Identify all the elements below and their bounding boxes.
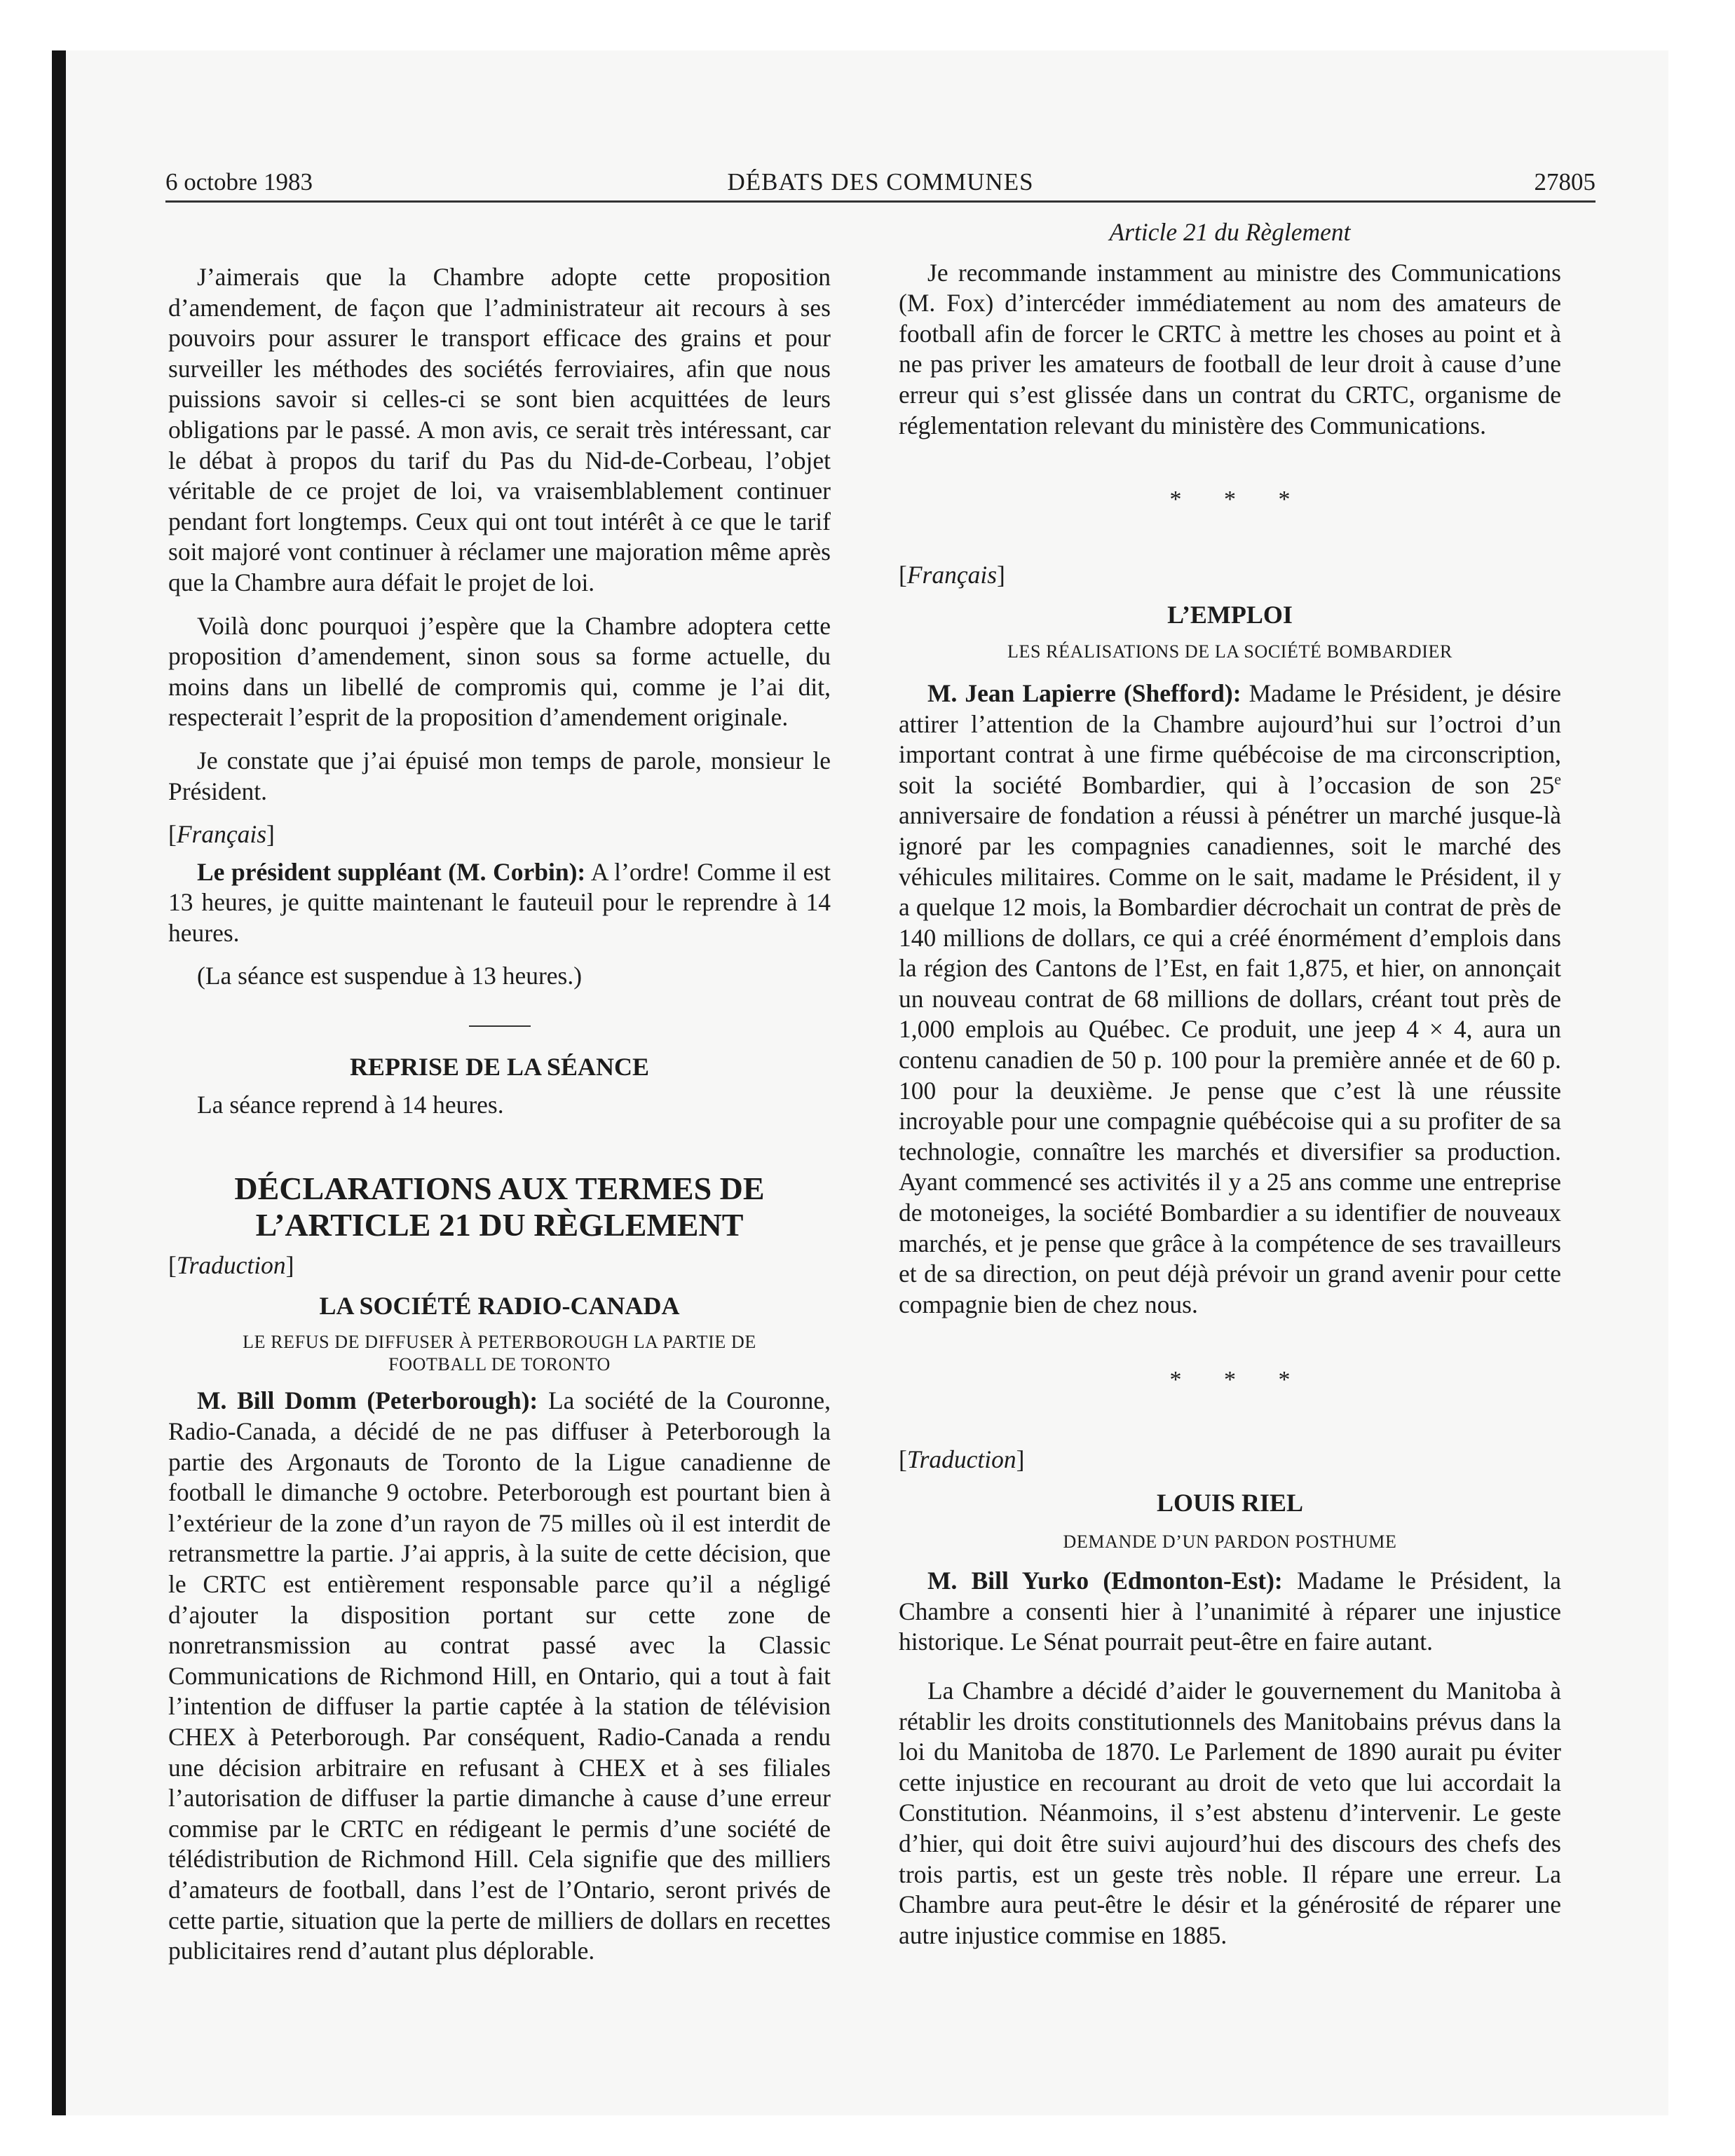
speaker-name: M. Bill Domm (Peterborough):	[197, 1386, 538, 1415]
scan-edge	[52, 50, 66, 2115]
subheading: LES RÉALISATIONS DE LA SOCIÉTÉ BOMBARDIER	[1007, 641, 1452, 662]
page-header	[165, 167, 1595, 203]
major-heading-line: DÉCLARATIONS AUX TERMES DE	[234, 1171, 765, 1207]
language-label: Traduction	[906, 1445, 1016, 1473]
ordinal-superscript: e	[1554, 770, 1561, 788]
paragraph: La séance reprend à 14 heures.	[197, 1090, 504, 1119]
speech-text: A l’ordre! Comme il est 13 heures, je quitte maintenant le fauteuil pour le reprendre à 14 heures.	[168, 857, 831, 947]
paragraph: Je recommande instamment au ministre des Communications (M. Fox) d’intercéder immédiatement au nom des amateurs de football afin de forcer le CRTC à mettre les choses au point et à ne pas priver les amateurs de football de leur droit à cause d’une erreur qui s’est glissée dans un contrat du CRTC, organisme de réglementation relevant du ministère des Communications.	[899, 258, 1561, 439]
language-note: [Traduction]	[899, 1445, 1025, 1473]
language-label: Français	[906, 560, 998, 589]
speech-text: Madame le Président, je désire attirer l’attention de la Chambre aujourd’hui sur l’octroi d’un important contrat à une firme québécoise de ma circonscription, soit la société Bombardier, qui à l’occasion de son 25	[899, 678, 1562, 799]
speaker-name: M. Bill Yurko (Edmonton-Est):	[927, 1567, 1283, 1595]
section-rule	[469, 1025, 531, 1027]
paragraph: (La séance est suspendue à 13 heures.)	[197, 962, 583, 990]
language-note: [Traduction]	[168, 1251, 294, 1280]
subheading-line: FOOTBALL DE TORONTO	[388, 1354, 611, 1375]
speech-text: Madame le Président, la Chambre a consenti hier à l’unanimité à réparer une injustice historique. Le Sénat pourrait peut-être en faire autant.	[899, 1567, 1561, 1656]
subheading: DEMANDE D’UN PARDON POSTHUME	[1063, 1531, 1397, 1553]
speech-paragraph	[168, 1386, 831, 1966]
right-column	[899, 217, 1561, 1951]
section-separator: * * *	[1169, 1367, 1309, 1393]
running-head: Article 21 du Règlement	[1109, 218, 1351, 246]
speech-paragraph	[168, 857, 831, 949]
speech-text: La société de la Couronne, Radio-Canada, a décidé de ne pas diffuser à Peterborough la partie des Argonauts de Toronto de la Ligue canadienne de football le dimanche 9 octobre. Peterborough est pourtant bien à l’extérieur de la zone d’un rayon de 75 milles où il est interdit de retransmettre la partie. J’ai appris, à la suite de cette décision, que le CRTC est entièrement responsable parce qu’il a négligé d’ajouter la disposition portant sur cette zone de nonretransmission au contrat passé avec la Classic Communications de Richmond Hill, en Ontario, qui a tout à fait l’intention de diffuser la partie captée à la station de télévision CHEX à Peterborough. Par conséquent, Radio-Canada a rendu une décision arbitraire en refusant à CHEX et à ses filiales l’autorisation de diffuser la partie dimanche à cause d’une erreur commise par le CRTC en rédigeant le permis d’une société de télédistribution de Richmond Hill. Cela signifie que des milliers d’amateurs de football, dans l’est de l’Ontario, seront privés de cette partie, situation que la perte de milliers de dollars en recettes publicitaires rend d’autant plus déplorable.	[168, 1386, 831, 1965]
paragraph: La Chambre a décidé d’aider le gouvernement du Manitoba à rétablir les droits constitutionnels des Manitobains prévus dans la loi du Manitoba de 1870. Le Parlement de 1890 aurait pu éviter cette injustice en recourant au droit de veto que lui accordait la Constitution. Néanmoins, il s’est abstenu d’intervenir. Le geste d’hier, qui doit être suivi aujourd’hui des discours des chefs des trois partis, est un geste très noble. Il répare une erreur. La Chambre aura peut-être le désir et la générosité de réparer une autre injustice commise en 1885.	[899, 1676, 1561, 1949]
major-heading-line: L’ARTICLE 21 DU RÈGLEMENT	[255, 1207, 744, 1243]
language-label: Français	[176, 820, 267, 849]
section-separator: * * *	[1169, 486, 1309, 513]
speech-paragraph	[899, 1566, 1561, 1658]
paragraph: J’aimerais que la Chambre adopte cette proposition d’amendement, de façon que l’administrateur ait recours à ses pouvoirs pour assurer le transport efficace des grains et pour surveiller les méthodes des sociétés ferroviaires, afin que nous puissions savoir si celles-ci se sont bien acquittées de leurs obligations par le passé. A mon avis, ce serait très intéressant, car le débat à propos du tarif du Pas du Nid-de-Corbeau, l’objet véritable de ce projet de loi, va vraisemblablement continuer pendant fort longtemps. Ceux qui ont tout intérêt à ce que le tarif soit majoré vont continuer à réclamer une majoration même après que la Chambre aura défait le projet de loi.	[168, 263, 831, 596]
header-title: DÉBATS DES COMMUNES	[727, 168, 1034, 196]
speech-paragraph	[899, 678, 1561, 1320]
section-heading: LA SOCIÉTÉ RADIO-CANADA	[319, 1291, 680, 1320]
language-note: [Français]	[168, 820, 275, 849]
language-note: [Français]	[899, 560, 1005, 589]
subheading-line: LE REFUS DE DIFFUSER À PETERBOROUGH LA PARTIE DE	[243, 1332, 756, 1353]
paragraph: Voilà donc pourquoi j’espère que la Chambre adoptera cette proposition d’amendement, sinon sous sa forme actuelle, du moins dans un libellé de compromis qui, comme je l’ai dit, respecterait l’esprit de la proposition d’amendement originale.	[168, 611, 831, 732]
paragraph: Je constate que j’ai épuisé mon temps de parole, monsieur le Président.	[168, 746, 831, 805]
speaker-name: Le président suppléant (M. Corbin):	[197, 857, 586, 886]
speaker-name: M. Jean Lapierre (Shefford):	[927, 678, 1241, 707]
speech-text: anniversaire de fondation a réussi à pénétrer un marché jusque-là ignoré par les compagnies canadiennes, soit le marché des véhicules militaires. Comme on le sait, madame le Président, il y a quelque 12 mois, la Bombardier décrochait un contrat de près de 140 millions de dollars, ce qui a créé énormément d’emplois dans la région des Cantons de l’Est, en fait 1,875, et hier, on annonçait un nouveau contrat de 68 millions de dollars, créant tout près de 1,000 emplois au Québec. Ce produit, une jeep 4 × 4, aura un contenu canadien de 50 p. 100 pour la première année et de 60 p. 100 pour la deuxième. Je pense que c’est là une réussite incroyable pour une compagnie québécoise qui a su profiter de sa technologie, connaître les marchés et diversifier sa production. Ayant commencé ses activités il y a 25 ans comme une entreprise de motoneiges, la société Bombardier a su identifier de nouveaux marchés, et je pense que grâce à la compétence de ses travailleurs et de sa direction, on peut déjà prévoir un grand avenir pour cette compagnie bien de chez nous.	[899, 801, 1561, 1318]
left-column	[168, 217, 831, 1967]
language-label: Traduction	[176, 1251, 286, 1280]
header-date: 6 octobre 1983	[165, 168, 313, 196]
header-page-number: 27805	[1534, 168, 1595, 196]
section-heading: L’EMPLOI	[1167, 601, 1293, 629]
section-heading: REPRISE DE LA SÉANCE	[349, 1053, 650, 1082]
section-heading: LOUIS RIEL	[1156, 1488, 1304, 1517]
